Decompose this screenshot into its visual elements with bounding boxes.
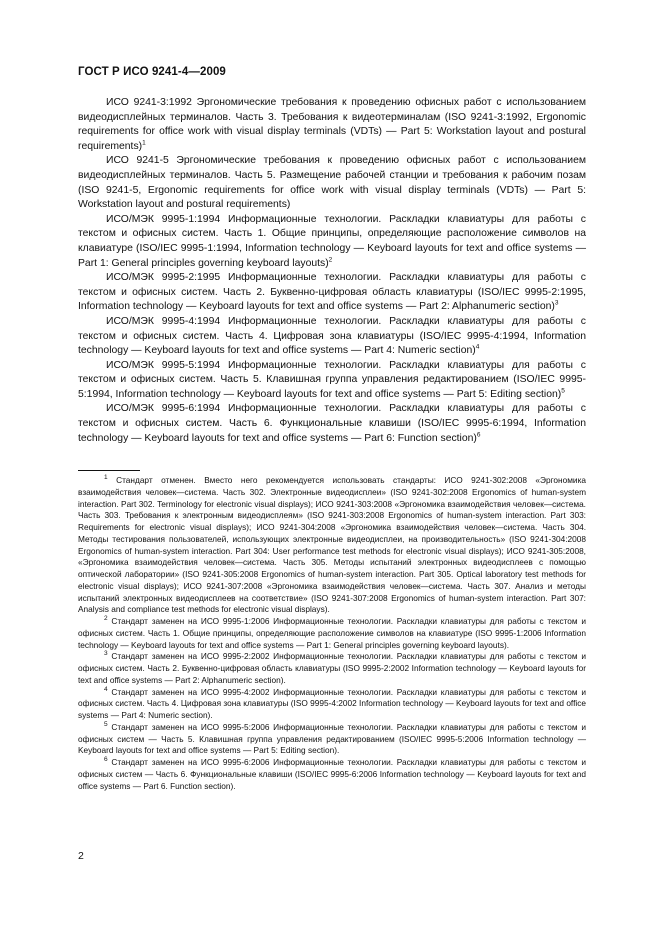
- page-number: 2: [78, 850, 84, 862]
- footnote-number: 2: [104, 615, 108, 623]
- footnote: $^1$ Стандарт отменен. Вместо него рекомендуется использовать стандарты: ИСО 9241-302:2008 «Эргономика взаимодействия человек—система. Часть 302. Электронные видеодисплеи» (ISO 9241-302:2008 Ergonomics of human-system interaction. Part 302. Terminology for electronic visual displays); ИСО 9241-303:2008 «Эргономика взаимодействия человек—система. Часть 303. Требования к электронным видеодисплеям» (ISO 9241-303:2008 Ergonomics of human-system interaction. Part 303: Requirements for electronic visual displays); ИСО 9241-304:2008 «Эргономика взаимодействия человек—система. Часть 304. Методы тестирования пользователей, использующих электронные видеодисплеи, на производительность» (ISO 9241-304:2008 Ergonomics of human-system interaction. Part 304: User performance test methods for electronic visual displays); ИСО 9241-305:2008, «Эргономика взаимодействия человек—система. Часть 305. Методы испытаний электронных видеодисплеев с помощью оптической лаборатории» (ISO 9241-305:2008 Ergonomics of human-system interaction. Part 305. Optical laboratory test methods for electronic visual displays); ИСО 9241-307:2008 «Эргономика взаимодействия человек—система. Часть 307. Анализ и методы испытаний электронных видеодисплеев на соответствие» (ISO 9241-307:2008 Ergonomics of human-system interaction. Part 307: Analysis and compliance test methods for electronic visual displays).: [78, 474, 586, 615]
- footnote-marker[interactable]: 3: [554, 299, 559, 307]
- footnote: $^2$ Стандарт заменен на ИСО 9995-1:2006 Информационные технологии. Раскладки клавиатуры для работы с текстом и офисных систем. Часть 1. Общие принципы, определяющие расположение символов на клавиатуре (ISO 9995-1:2006 Information technology — Keyboard layouts for text and office systems — Part 1: General principles governing keyboard layouts).: [78, 615, 586, 650]
- reference-item: ИСО/МЭК 9995-1:1994 Информационные технологии. Раскладки клавиатуры для работы с текстом и офисных систем. Часть 1. Общие принципы, определяющие расположение символов на клавиатуре (ISO/IEC 9995-1:1994, Information technology — Keyboard layouts for text and office systems — Part 1: General principles governing keyboard layouts)$^2$: [78, 213, 586, 269]
- reference-item: ИСО/МЭК 9995-2:1995 Информационные технологии. Раскладки клавиатуры для работы с текстом и офисных систем. Часть 2. Буквенно-цифровая область клавиатуры (ISO/IEC 9995-2:1995, Information technology — Keyboard layouts for text and office systems — Part 2: Alphanumeric section)$^3$: [78, 272, 586, 313]
- footnote-number: 4: [104, 685, 108, 693]
- footnotes-list: [78, 475, 586, 792]
- reference-item: ИСО/МЭК 9995-5:1994 Информационные технологии. Раскладки клавиатуры для работы с текстом и офисных систем. Часть 5. Клавишная группа управления редактированием (ISO/IEC 9995-5:1994, Information technology — Keyboard layouts for text and office systems — Part 5: Editing section)$^5$: [78, 359, 586, 400]
- footnote-number: 1: [104, 474, 108, 482]
- footnote-marker[interactable]: 6: [476, 431, 481, 439]
- footnote: $^6$ Стандарт заменен на ИСО 9995-6:2006 Информационные технологии. Раскладки клавиатуры для работы с текстом и офисных систем — Часть 6. Функциональные клавиши (ISO/IEC 9995-6:2006 Information technology — Keyboard layouts for text and office systems — Part 6. Function section).: [78, 756, 586, 791]
- footnote-marker[interactable]: 4: [475, 343, 480, 351]
- page-header: ГОСТ Р ИСО 9241-4—2009: [78, 66, 226, 78]
- reference-item: ИСО/МЭК 9995-6:1994 Информационные технологии. Раскладки клавиатуры для работы с текстом и офисных систем. Часть 6. Функциональные клавиши (ISO/IEC 9995-6:1994, Information technology — Keyboard layouts for text and office systems — Part 6: Function section)$^6$: [78, 403, 586, 444]
- footnote-number: 5: [104, 720, 108, 728]
- footnote-number: 3: [104, 650, 108, 658]
- footnote: $^3$ Стандарт заменен на ИСО 9995-2:2002 Информационные технологии. Раскладки клавиатуры для работы с текстом и офисных систем. Часть 2. Буквенно-цифровая область клавиатуры (ISO 9995-2:2002 Information technology — Keyboard layouts for text and office systems — Part 2: Alphanumeric section).: [78, 650, 586, 685]
- footnote-number: 6: [104, 756, 108, 764]
- footnote: $^5$ Стандарт заменен на ИСО 9995-5:2006 Информационные технологии. Раскладки клавиатуры для работы с текстом и офисных систем — Часть 5. Клавишная группа управления редактированием (ISO/IEC 9995-5:2006 Information technology — Keyboard layouts for text and office systems — Part 5: Editing section).: [78, 720, 586, 756]
- footnote-marker[interactable]: 2: [328, 256, 333, 264]
- reference-item: ИСО/МЭК 9995-4:1994 Информационные технологии. Раскладки клавиатуры для работы с текстом и офисных систем. Часть 4. Цифровая зона клавиатуры (ISO/IEC 9995-4:1994, Information technology — Keyboard layouts for text and office systems — Part 4: Numeric section)$^4$: [78, 315, 586, 357]
- references-list: [78, 96, 586, 446]
- reference-item: ИСО 9241-3:1992 Эргономические требования к проведению офисных работ с использованием видеодисплейных терминалов. Часть 3. Требования к видеотерминалам (ISO 9241-3:1992, Ergonomic requirements for office work with visual display terminals (VDTs) — Part 5: Workstation layout and postural requirements)$^1$: [78, 97, 586, 152]
- reference-item: ИСО 9241-5 Эргономические требования к проведению офисных работ с использованием видеодисплейных терминалов. Часть 5. Размещение рабочей станции и требования к рабочим позам (ISO 9241-5, Ergonomic requirements for office work with visual display terminals (VDTs) — Part 5: Workstation layout and postural requirements): [78, 155, 586, 211]
- footnote-marker[interactable]: 1: [142, 139, 146, 147]
- footnote-marker[interactable]: 5: [561, 387, 565, 395]
- footnote-divider: [78, 470, 140, 471]
- footnote: $^4$ Стандарт заменен на ИСО 9995-4:2002 Информационные технологии. Раскладки клавиатуры для работы с текстом и офисных систем. Часть 4. Цифровая зона клавиатуры (ISO 9995-4:2002 Information technology — Keyboard layouts for text and office systems — Part 4: Numeric section).: [78, 685, 586, 720]
